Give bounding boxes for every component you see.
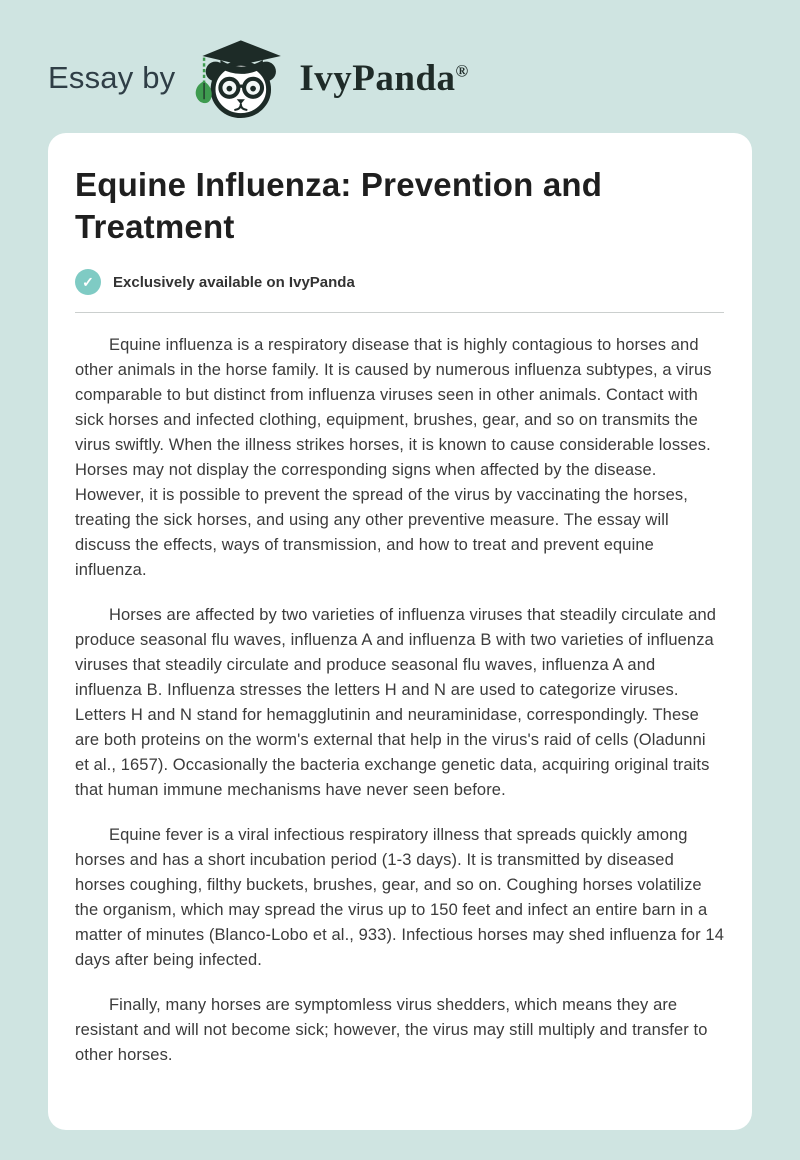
registered-trademark: ®: [455, 61, 469, 81]
essay-by-label: Essay by: [48, 60, 176, 95]
brand-name: IvyPanda: [299, 57, 456, 99]
page-header: [0, 0, 800, 122]
page-title: Equine Influenza: Prevention and Treatment: [75, 166, 603, 245]
essay-card: [48, 133, 752, 1130]
essay-paragraph: Finally, many horses are symptomless virus shedders, which means they are resistant and will not become sick; however, the virus may still multiply and transfer to other horses.: [75, 996, 708, 1064]
check-icon: ✓: [75, 269, 101, 295]
essay-body: [75, 333, 724, 1068]
ivypanda-logo-icon: [191, 34, 289, 122]
availability-badge: [75, 269, 724, 295]
divider: [75, 312, 724, 313]
essay-paragraph: Equine influenza is a respiratory disease that is highly contagious to horses and other animals in the horse family. It is caused by numerous influenza subtypes, a virus comparable to but distinct from influenza viruses seen in other animals. Contact with sick horses and infected clothing, equipment, brushes, gear, and so on transmits the virus swiftly. When the illness strikes horses, it is known to cause considerable losses. Horses may not display the corresponding signs when affected by the disease. However, it is possible to prevent the spread of the virus by vaccinating the horses, treating the sick horses, and using any other preventive measure. The essay will discuss the effects, ways of transmission, and how to treat and prevent equine influenza.: [75, 336, 712, 579]
availability-label: Exclusively available on IvyPanda: [113, 273, 355, 291]
essay-paragraph: Horses are affected by two varieties of influenza viruses that steadily circulate and produce seasonal flu waves, influenza A and influenza B with two varieties of influenza viruses that steadily circulate and produce seasonal flu waves, influenza A and influenza B. Influenza stresses the letters H and N are used to categorize viruses. Letters H and N stand for hemagglutinin and neuraminidase, correspondingly. These are both proteins on the worm's external that help in the virus's raid of cells (Oladunni et al., 1657). Occasionally the bacteria exchange genetic data, acquiring original traits that human immune mechanisms have never seen before.: [75, 606, 717, 799]
brand-wordmark: [299, 57, 468, 100]
essay-paragraph: Equine fever is a viral infectious respiratory illness that spreads quickly among horses and has a short incubation period (1-3 days). It is transmitted by diseased horses coughing, filthy buckets, brushes, gear, and so on. Coughing horses volatilize the organism, which may spread the virus up to 150 feet and infect an entire barn in a matter of minutes (Blanco-Lobo et al., 933). Infectious horses may shed influenza for 14 days after being infected.: [75, 826, 724, 969]
